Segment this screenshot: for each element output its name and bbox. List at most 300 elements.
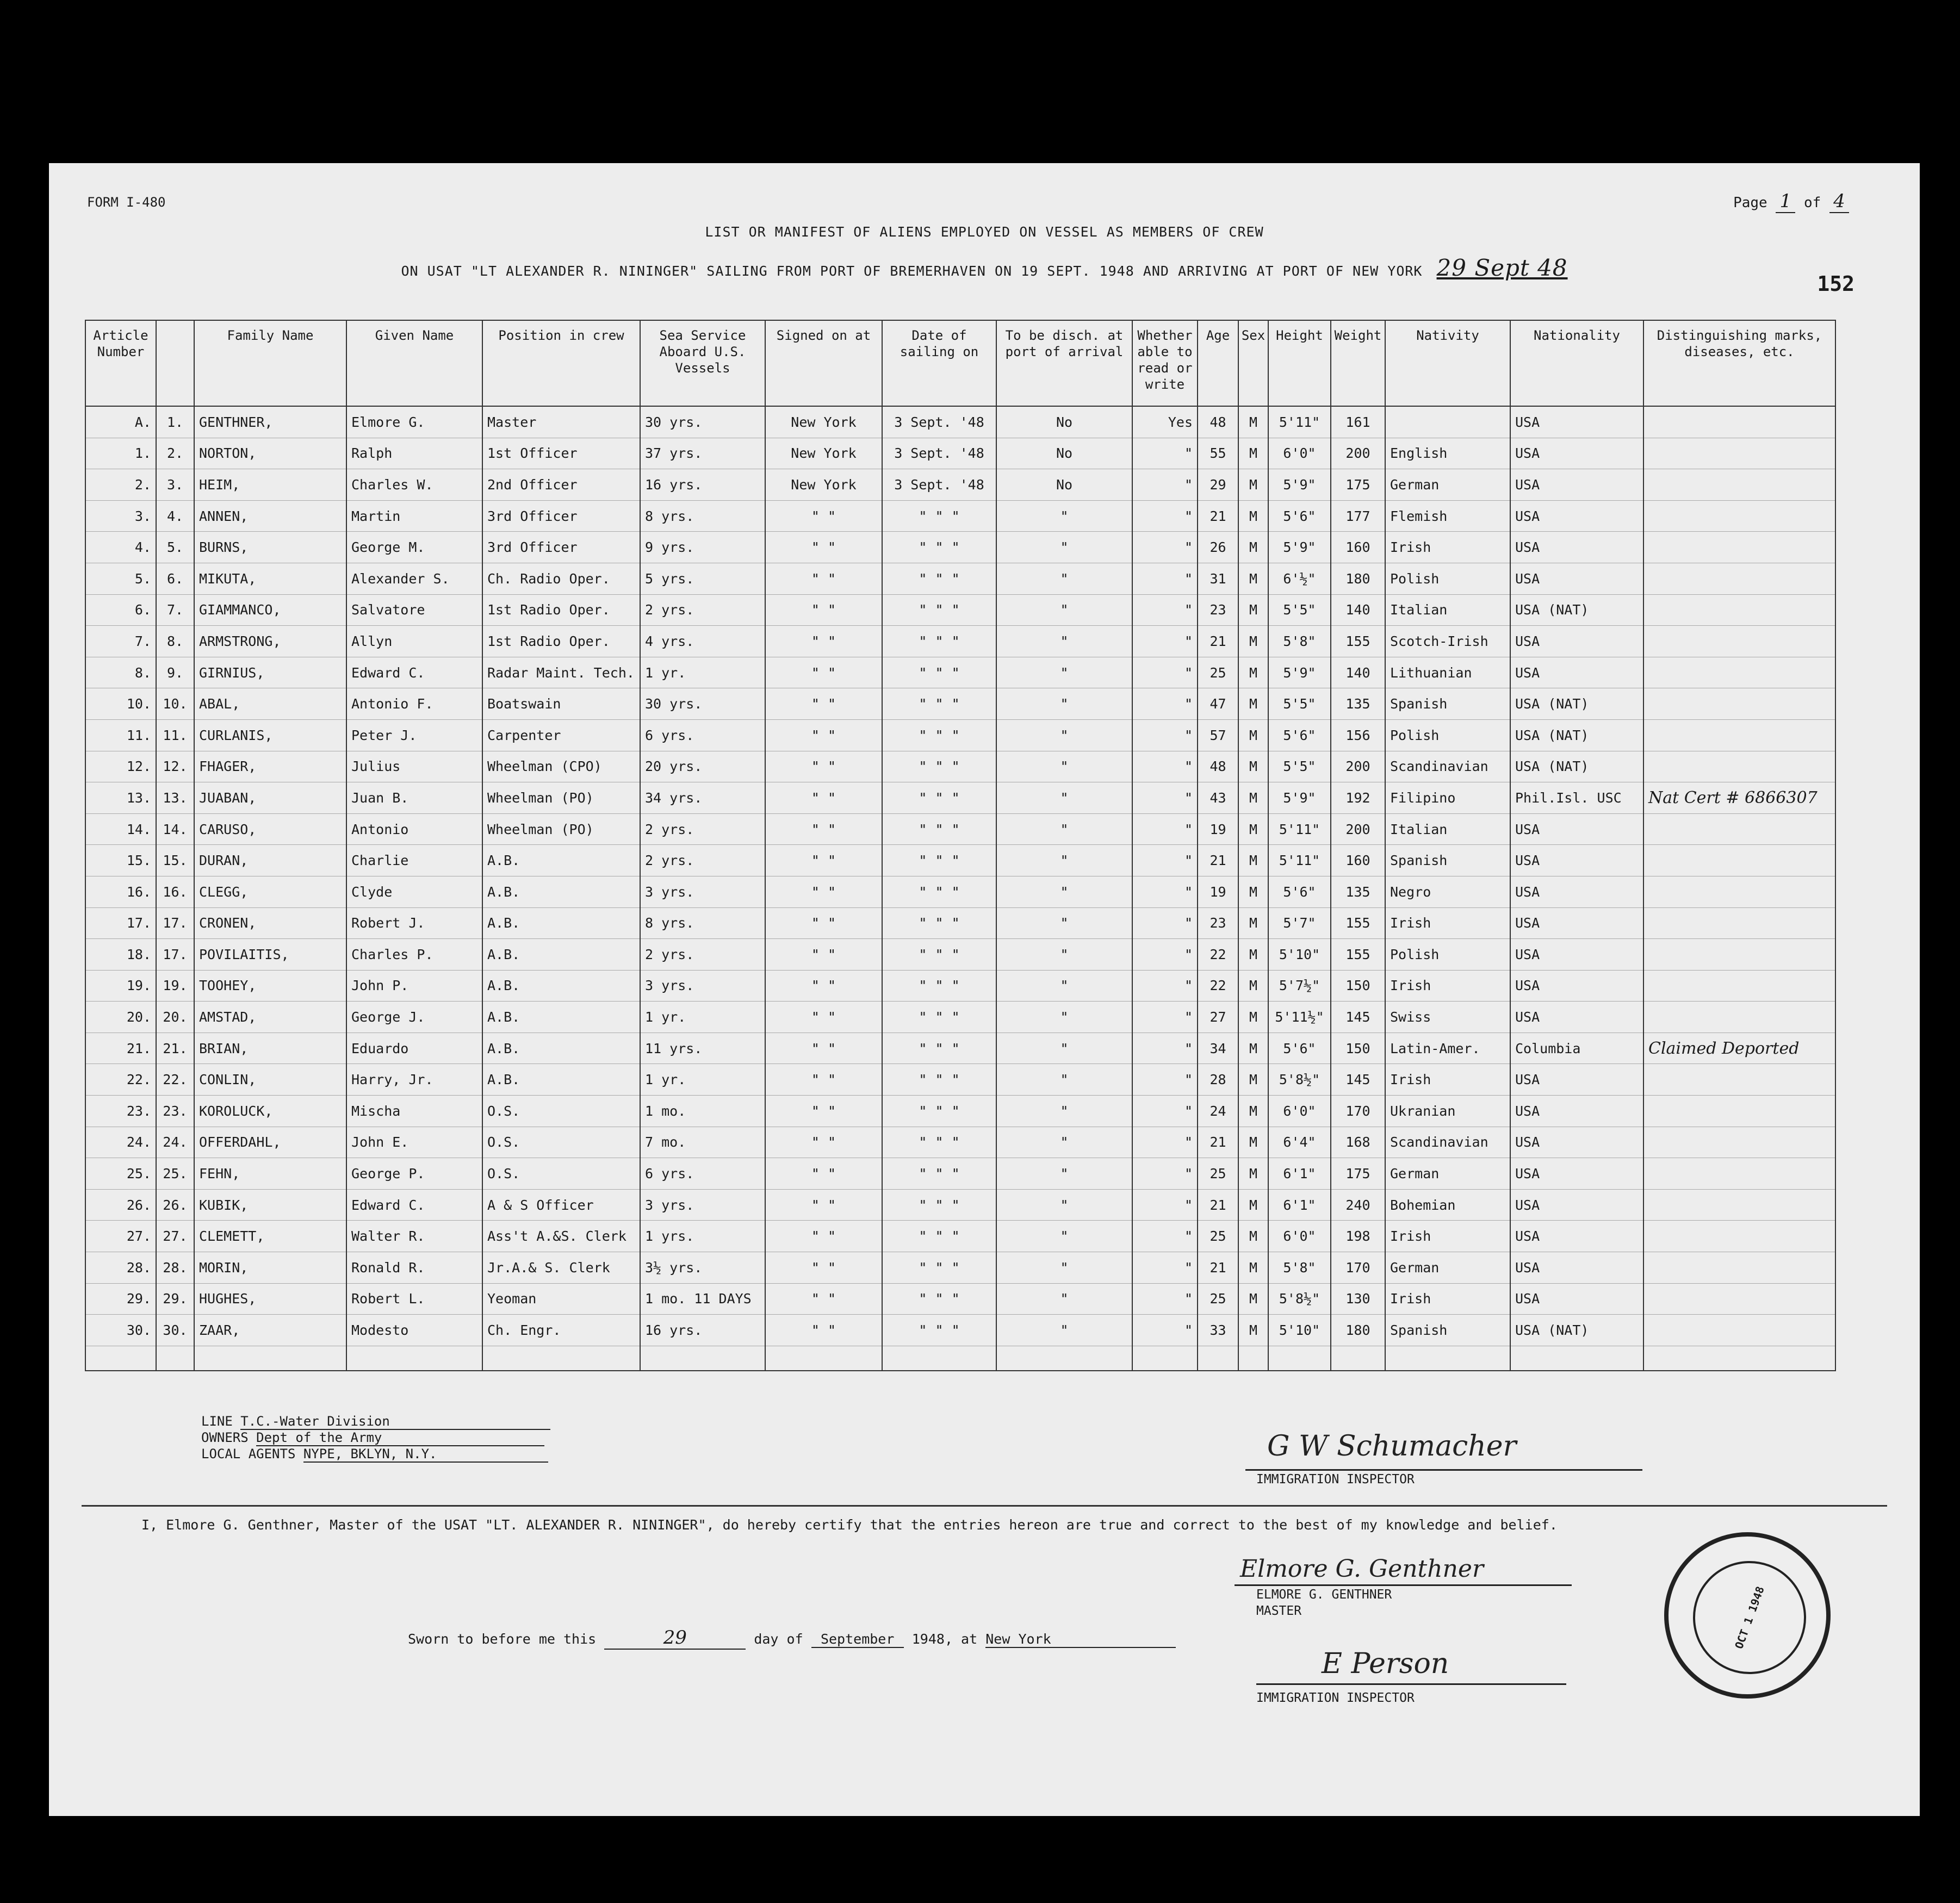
table-cell: 5'11½" bbox=[1268, 1002, 1331, 1033]
table-cell bbox=[194, 1346, 346, 1371]
table-cell: " bbox=[1132, 1221, 1198, 1252]
table-cell: 3 Sept. '48 bbox=[882, 438, 996, 469]
table-cell: New York bbox=[765, 438, 882, 469]
table-row bbox=[85, 1189, 1835, 1221]
table-cell: 150 bbox=[1331, 970, 1385, 1002]
table-cell: 12. bbox=[85, 751, 156, 782]
table-cell: 200 bbox=[1331, 751, 1385, 782]
table-cell: 47 bbox=[1198, 688, 1238, 720]
table-cell: 1. bbox=[85, 438, 156, 469]
column-header: Given Name bbox=[346, 320, 482, 406]
table-cell: USA bbox=[1510, 406, 1643, 438]
table-cell: 130 bbox=[1331, 1283, 1385, 1315]
table-row bbox=[85, 406, 1835, 438]
table-cell bbox=[1643, 970, 1835, 1002]
table-cell: 155 bbox=[1331, 939, 1385, 971]
table-cell bbox=[1643, 594, 1835, 626]
table-cell: 10. bbox=[85, 688, 156, 720]
table-cell: 24. bbox=[85, 1127, 156, 1158]
table-cell: 3. bbox=[156, 469, 194, 501]
table-cell bbox=[482, 1346, 640, 1371]
table-cell: " bbox=[996, 1158, 1132, 1190]
table-cell: 200 bbox=[1331, 813, 1385, 845]
table-cell: " bbox=[996, 813, 1132, 845]
table-row bbox=[85, 1158, 1835, 1190]
table-cell: " " " bbox=[882, 532, 996, 563]
table-cell: Edward C. bbox=[346, 657, 482, 688]
table-cell: 11. bbox=[156, 719, 194, 751]
table-cell: 15. bbox=[85, 845, 156, 876]
table-cell: Walter R. bbox=[346, 1221, 482, 1252]
table-cell: 4. bbox=[156, 500, 194, 532]
table-cell: " " " bbox=[882, 813, 996, 845]
table-cell: " bbox=[1132, 626, 1198, 657]
stamp-date: OCT 1 1948 bbox=[1677, 1545, 1822, 1690]
arrival-date-handwritten: 29 Sept 48 bbox=[1436, 254, 1568, 281]
table-cell: 1. bbox=[156, 406, 194, 438]
table-cell bbox=[882, 1346, 996, 1371]
table-cell: " " bbox=[765, 1221, 882, 1252]
table-cell: " bbox=[1132, 970, 1198, 1002]
table-row bbox=[85, 907, 1835, 939]
table-cell: 1 yr. bbox=[640, 657, 765, 688]
table-cell: " bbox=[1132, 876, 1198, 907]
table-cell: 30. bbox=[85, 1315, 156, 1346]
table-cell: German bbox=[1385, 1252, 1510, 1284]
table-cell: M bbox=[1238, 1221, 1268, 1252]
table-cell bbox=[1643, 751, 1835, 782]
table-cell: " " " bbox=[882, 845, 996, 876]
table-cell: 19 bbox=[1198, 876, 1238, 907]
table-cell: 5'7" bbox=[1268, 907, 1331, 939]
table-cell: 21 bbox=[1198, 500, 1238, 532]
column-header: Weight bbox=[1331, 320, 1385, 406]
table-cell: " " bbox=[765, 563, 882, 594]
sworn-month: September bbox=[811, 1631, 904, 1648]
table-cell: M bbox=[1238, 626, 1268, 657]
table-cell: 6'0" bbox=[1268, 1096, 1331, 1127]
table-cell bbox=[1643, 939, 1835, 971]
table-cell: " " " bbox=[882, 657, 996, 688]
table-cell: " bbox=[1132, 563, 1198, 594]
table-cell: 11 yrs. bbox=[640, 1033, 765, 1064]
table-cell: Negro bbox=[1385, 876, 1510, 907]
table-cell bbox=[1643, 1346, 1835, 1371]
table-cell: 1st Officer bbox=[482, 438, 640, 469]
table-cell: Ronald R. bbox=[346, 1252, 482, 1284]
table-cell: " " " bbox=[882, 719, 996, 751]
table-cell: M bbox=[1238, 1033, 1268, 1064]
table-cell: AMSTAD, bbox=[194, 1002, 346, 1033]
table-cell bbox=[1643, 876, 1835, 907]
table-cell: 16 yrs. bbox=[640, 1315, 765, 1346]
table-cell: 20. bbox=[156, 1002, 194, 1033]
table-row bbox=[85, 469, 1835, 501]
table-cell: Modesto bbox=[346, 1315, 482, 1346]
column-header: Sea Service Aboard U.S. Vessels bbox=[640, 320, 765, 406]
table-cell: " bbox=[1132, 500, 1198, 532]
table-cell: 200 bbox=[1331, 438, 1385, 469]
table-cell: " bbox=[1132, 1096, 1198, 1127]
table-cell: " bbox=[996, 1002, 1132, 1033]
table-cell: 168 bbox=[1331, 1127, 1385, 1158]
table-cell: 3rd Officer bbox=[482, 532, 640, 563]
table-cell bbox=[1643, 1064, 1835, 1096]
table-cell: USA bbox=[1510, 1221, 1643, 1252]
table-cell: 6. bbox=[85, 594, 156, 626]
table-cell: " bbox=[1132, 1002, 1198, 1033]
table-cell: 14. bbox=[85, 813, 156, 845]
column-header: Whether able to read or write bbox=[1132, 320, 1198, 406]
table-cell: 7. bbox=[156, 594, 194, 626]
table-cell: 7. bbox=[85, 626, 156, 657]
table-row bbox=[85, 1221, 1835, 1252]
table-cell: 55 bbox=[1198, 438, 1238, 469]
table-cell bbox=[1510, 1346, 1643, 1371]
table-cell: Alexander S. bbox=[346, 563, 482, 594]
table-cell: 13. bbox=[85, 782, 156, 814]
table-cell: 240 bbox=[1331, 1189, 1385, 1221]
table-cell: 135 bbox=[1331, 876, 1385, 907]
table-cell: " bbox=[1132, 1033, 1198, 1064]
table-cell: Ukranian bbox=[1385, 1096, 1510, 1127]
table-cell: Edward C. bbox=[346, 1189, 482, 1221]
table-cell: MIKUTA, bbox=[194, 563, 346, 594]
table-cell: 1st Radio Oper. bbox=[482, 626, 640, 657]
table-header-row bbox=[85, 320, 1835, 406]
column-header: Age bbox=[1198, 320, 1238, 406]
table-cell: 180 bbox=[1331, 563, 1385, 594]
table-cell bbox=[346, 1346, 482, 1371]
table-cell: CONLIN, bbox=[194, 1064, 346, 1096]
table-cell: " " " bbox=[882, 500, 996, 532]
table-cell: 5'9" bbox=[1268, 532, 1331, 563]
table-cell: M bbox=[1238, 1189, 1268, 1221]
table-cell: 5. bbox=[85, 563, 156, 594]
table-cell: M bbox=[1238, 1315, 1268, 1346]
table-cell: A. bbox=[85, 406, 156, 438]
table-cell: KUBIK, bbox=[194, 1189, 346, 1221]
table-cell: 6'1" bbox=[1268, 1158, 1331, 1190]
column-header: Distinguishing marks, diseases, etc. bbox=[1643, 320, 1835, 406]
table-cell: 29. bbox=[85, 1283, 156, 1315]
table-cell: Carpenter bbox=[482, 719, 640, 751]
table-cell: KOROLUCK, bbox=[194, 1096, 346, 1127]
column-header: Nationality bbox=[1510, 320, 1643, 406]
table-cell: 2 yrs. bbox=[640, 939, 765, 971]
table-cell: 5'5" bbox=[1268, 688, 1331, 720]
table-cell: " " bbox=[765, 1096, 882, 1127]
table-cell: 21 bbox=[1198, 1252, 1238, 1284]
table-cell: USA bbox=[1510, 532, 1643, 563]
table-cell: Salvatore bbox=[346, 594, 482, 626]
table-cell: M bbox=[1238, 719, 1268, 751]
table-cell: 22. bbox=[156, 1064, 194, 1096]
table-cell: 21 bbox=[1198, 626, 1238, 657]
table-cell: " bbox=[1132, 1252, 1198, 1284]
table-cell: A.B. bbox=[482, 845, 640, 876]
table-cell: 5'11" bbox=[1268, 845, 1331, 876]
table-cell: 9. bbox=[156, 657, 194, 688]
table-cell: Wheelman (CPO) bbox=[482, 751, 640, 782]
table-cell: 28 bbox=[1198, 1064, 1238, 1096]
table-row bbox=[85, 970, 1835, 1002]
table-cell: Allyn bbox=[346, 626, 482, 657]
table-cell: 2 yrs. bbox=[640, 594, 765, 626]
table-cell: " bbox=[996, 563, 1132, 594]
table-cell: " " bbox=[765, 782, 882, 814]
table-cell: " " bbox=[765, 657, 882, 688]
column-header: Article Number bbox=[85, 320, 156, 406]
table-cell: Spanish bbox=[1385, 1315, 1510, 1346]
table-cell: Yeoman bbox=[482, 1283, 640, 1315]
table-cell: " " " bbox=[882, 939, 996, 971]
table-cell: M bbox=[1238, 813, 1268, 845]
table-cell: " bbox=[1132, 751, 1198, 782]
table-cell: 5 yrs. bbox=[640, 563, 765, 594]
table-cell: USA bbox=[1510, 626, 1643, 657]
table-cell: M bbox=[1238, 1158, 1268, 1190]
line-owners-agents: LINE T.C.-Water Division OWNERS Dept of the Army LOCAL AGENTS NYPE, BKLYN, N.Y. bbox=[201, 1414, 550, 1463]
table-cell bbox=[1331, 1346, 1385, 1371]
table-cell bbox=[1643, 626, 1835, 657]
table-cell: 17. bbox=[156, 907, 194, 939]
table-cell: " bbox=[1132, 1127, 1198, 1158]
table-cell: " bbox=[1132, 845, 1198, 876]
table-cell: " " bbox=[765, 845, 882, 876]
table-cell: M bbox=[1238, 1127, 1268, 1158]
table-cell: " " " bbox=[882, 1002, 996, 1033]
table-cell: Robert L. bbox=[346, 1283, 482, 1315]
table-cell: No bbox=[996, 438, 1132, 469]
table-cell: 6 yrs. bbox=[640, 719, 765, 751]
table-cell: " bbox=[1132, 688, 1198, 720]
table-cell: " " " bbox=[882, 751, 996, 782]
table-cell bbox=[1643, 500, 1835, 532]
table-cell: 6'0" bbox=[1268, 438, 1331, 469]
table-cell: " " " bbox=[882, 1096, 996, 1127]
table-cell: 156 bbox=[1331, 719, 1385, 751]
column-header bbox=[156, 320, 194, 406]
table-cell: 34 yrs. bbox=[640, 782, 765, 814]
table-cell: CLEGG, bbox=[194, 876, 346, 907]
table-cell bbox=[1643, 1127, 1835, 1158]
table-cell: 25 bbox=[1198, 657, 1238, 688]
table-cell: " bbox=[996, 1033, 1132, 1064]
table-cell: USA bbox=[1510, 813, 1643, 845]
table-cell: USA bbox=[1510, 657, 1643, 688]
table-cell: " " " bbox=[882, 1221, 996, 1252]
table-cell: 20 yrs. bbox=[640, 751, 765, 782]
table-row bbox=[85, 1002, 1835, 1033]
table-cell: Spanish bbox=[1385, 845, 1510, 876]
table-cell: 24 bbox=[1198, 1096, 1238, 1127]
table-cell: Wheelman (PO) bbox=[482, 813, 640, 845]
table-cell: " bbox=[996, 845, 1132, 876]
table-cell bbox=[1643, 813, 1835, 845]
table-cell: Ch. Engr. bbox=[482, 1315, 640, 1346]
table-cell: 2. bbox=[156, 438, 194, 469]
table-cell: M bbox=[1238, 1096, 1268, 1127]
table-row bbox=[85, 626, 1835, 657]
table-cell: Scandinavian bbox=[1385, 1127, 1510, 1158]
table-cell: Antonio bbox=[346, 813, 482, 845]
table-cell: USA bbox=[1510, 1283, 1643, 1315]
table-cell: " " bbox=[765, 688, 882, 720]
table-cell: 145 bbox=[1331, 1002, 1385, 1033]
table-cell: 19. bbox=[85, 970, 156, 1002]
table-cell: BURNS, bbox=[194, 532, 346, 563]
table-cell: Martin bbox=[346, 500, 482, 532]
table-cell: " bbox=[996, 907, 1132, 939]
table-cell: CARUSO, bbox=[194, 813, 346, 845]
table-cell: USA (NAT) bbox=[1510, 594, 1643, 626]
column-header: Position in crew bbox=[482, 320, 640, 406]
table-cell: Italian bbox=[1385, 594, 1510, 626]
table-cell: 16. bbox=[156, 876, 194, 907]
table-cell bbox=[1643, 657, 1835, 688]
table-cell bbox=[1198, 1346, 1238, 1371]
table-cell: 5'6" bbox=[1268, 500, 1331, 532]
table-row bbox=[85, 782, 1835, 814]
table-cell: TOOHEY, bbox=[194, 970, 346, 1002]
table-cell: BRIAN, bbox=[194, 1033, 346, 1064]
table-cell: 3 Sept. '48 bbox=[882, 469, 996, 501]
table-cell: " bbox=[996, 970, 1132, 1002]
master-title: MASTER bbox=[1256, 1604, 1302, 1618]
sworn-day: 29 bbox=[604, 1627, 746, 1650]
table-cell: USA bbox=[1510, 469, 1643, 501]
table-cell: Wheelman (PO) bbox=[482, 782, 640, 814]
table-cell: M bbox=[1238, 907, 1268, 939]
table-cell: " bbox=[1132, 1189, 1198, 1221]
table-cell: " bbox=[1132, 719, 1198, 751]
table-cell: 8 yrs. bbox=[640, 500, 765, 532]
table-cell: Polish bbox=[1385, 719, 1510, 751]
table-cell: 5'8½" bbox=[1268, 1283, 1331, 1315]
table-cell: Lithuanian bbox=[1385, 657, 1510, 688]
table-cell: " bbox=[1132, 438, 1198, 469]
inspector-label-2: IMMIGRATION INSPECTOR bbox=[1256, 1691, 1415, 1705]
table-cell: 29. bbox=[156, 1283, 194, 1315]
table-cell: 5'8" bbox=[1268, 1252, 1331, 1284]
table-cell: A.B. bbox=[482, 1033, 640, 1064]
master-name: ELMORE G. GENTHNER bbox=[1256, 1588, 1392, 1602]
table-cell: Juan B. bbox=[346, 782, 482, 814]
column-header: To be disch. at port of arrival bbox=[996, 320, 1132, 406]
table-cell: O.S. bbox=[482, 1096, 640, 1127]
table-cell: 160 bbox=[1331, 845, 1385, 876]
table-cell bbox=[1132, 1346, 1198, 1371]
table-cell: " " bbox=[765, 1315, 882, 1346]
table-cell: USA bbox=[1510, 1252, 1643, 1284]
table-cell: Eduardo bbox=[346, 1033, 482, 1064]
table-cell: 26 bbox=[1198, 532, 1238, 563]
table-cell: " " " bbox=[882, 1283, 996, 1315]
table-cell: A.B. bbox=[482, 1064, 640, 1096]
table-cell: 19. bbox=[156, 970, 194, 1002]
table-cell: CRONEN, bbox=[194, 907, 346, 939]
table-cell: USA bbox=[1510, 970, 1643, 1002]
table-cell: 26. bbox=[85, 1189, 156, 1221]
table-cell: George M. bbox=[346, 532, 482, 563]
table-cell: M bbox=[1238, 970, 1268, 1002]
table-cell: " bbox=[996, 500, 1132, 532]
column-header: Height bbox=[1268, 320, 1331, 406]
table-cell: Charles P. bbox=[346, 939, 482, 971]
table-cell bbox=[1643, 1158, 1835, 1190]
table-cell: " bbox=[996, 751, 1132, 782]
table-cell bbox=[1643, 1002, 1835, 1033]
table-cell bbox=[1643, 907, 1835, 939]
table-row bbox=[85, 563, 1835, 594]
table-cell: GENTHNER, bbox=[194, 406, 346, 438]
table-cell: " " " bbox=[882, 782, 996, 814]
table-cell: " bbox=[996, 939, 1132, 971]
table-cell: Radar Maint. Tech. bbox=[482, 657, 640, 688]
table-cell: " bbox=[1132, 1158, 1198, 1190]
table-cell: " bbox=[996, 1315, 1132, 1346]
table-cell: M bbox=[1238, 751, 1268, 782]
table-cell: HUGHES, bbox=[194, 1283, 346, 1315]
table-cell: Flemish bbox=[1385, 500, 1510, 532]
table-cell: " " bbox=[765, 907, 882, 939]
column-header: Sex bbox=[1238, 320, 1268, 406]
table-cell: O.S. bbox=[482, 1158, 640, 1190]
table-cell: M bbox=[1238, 657, 1268, 688]
table-cell: " bbox=[996, 1064, 1132, 1096]
table-cell: USA bbox=[1510, 1158, 1643, 1190]
table-cell: USA bbox=[1510, 876, 1643, 907]
inspector-label-1: IMMIGRATION INSPECTOR bbox=[1256, 1472, 1415, 1487]
table-cell bbox=[1643, 719, 1835, 751]
table-cell: M bbox=[1238, 876, 1268, 907]
table-cell: 1st Radio Oper. bbox=[482, 594, 640, 626]
table-cell: " " " bbox=[882, 970, 996, 1002]
table-cell: Jr.A.& S. Clerk bbox=[482, 1252, 640, 1284]
table-cell: 3 yrs. bbox=[640, 1189, 765, 1221]
table-cell: M bbox=[1238, 469, 1268, 501]
table-cell: 28. bbox=[156, 1252, 194, 1284]
table-cell: Clyde bbox=[346, 876, 482, 907]
table-cell: MORIN, bbox=[194, 1252, 346, 1284]
table-cell: USA (NAT) bbox=[1510, 719, 1643, 751]
table-cell: 22. bbox=[85, 1064, 156, 1096]
table-cell: 21. bbox=[156, 1033, 194, 1064]
table-row bbox=[85, 1033, 1835, 1064]
table-cell bbox=[996, 1346, 1132, 1371]
table-cell: M bbox=[1238, 532, 1268, 563]
table-cell: USA bbox=[1510, 845, 1643, 876]
table-cell: POVILAITIS, bbox=[194, 939, 346, 971]
table-cell: 140 bbox=[1331, 657, 1385, 688]
table-cell: 3 yrs. bbox=[640, 876, 765, 907]
table-cell: Robert J. bbox=[346, 907, 482, 939]
table-cell: 1 mo. bbox=[640, 1096, 765, 1127]
table-cell: " " bbox=[765, 751, 882, 782]
table-cell: 175 bbox=[1331, 1158, 1385, 1190]
table-cell bbox=[1643, 1221, 1835, 1252]
table-cell: 5'9" bbox=[1268, 657, 1331, 688]
table-cell: 5'6" bbox=[1268, 719, 1331, 751]
table-cell: 5'10" bbox=[1268, 939, 1331, 971]
table-cell: 8. bbox=[156, 626, 194, 657]
sworn-place: New York bbox=[985, 1631, 1176, 1648]
table-cell: 5'9" bbox=[1268, 469, 1331, 501]
table-cell: 25. bbox=[156, 1158, 194, 1190]
table-cell: Scandinavian bbox=[1385, 751, 1510, 782]
table-cell: " bbox=[1132, 532, 1198, 563]
